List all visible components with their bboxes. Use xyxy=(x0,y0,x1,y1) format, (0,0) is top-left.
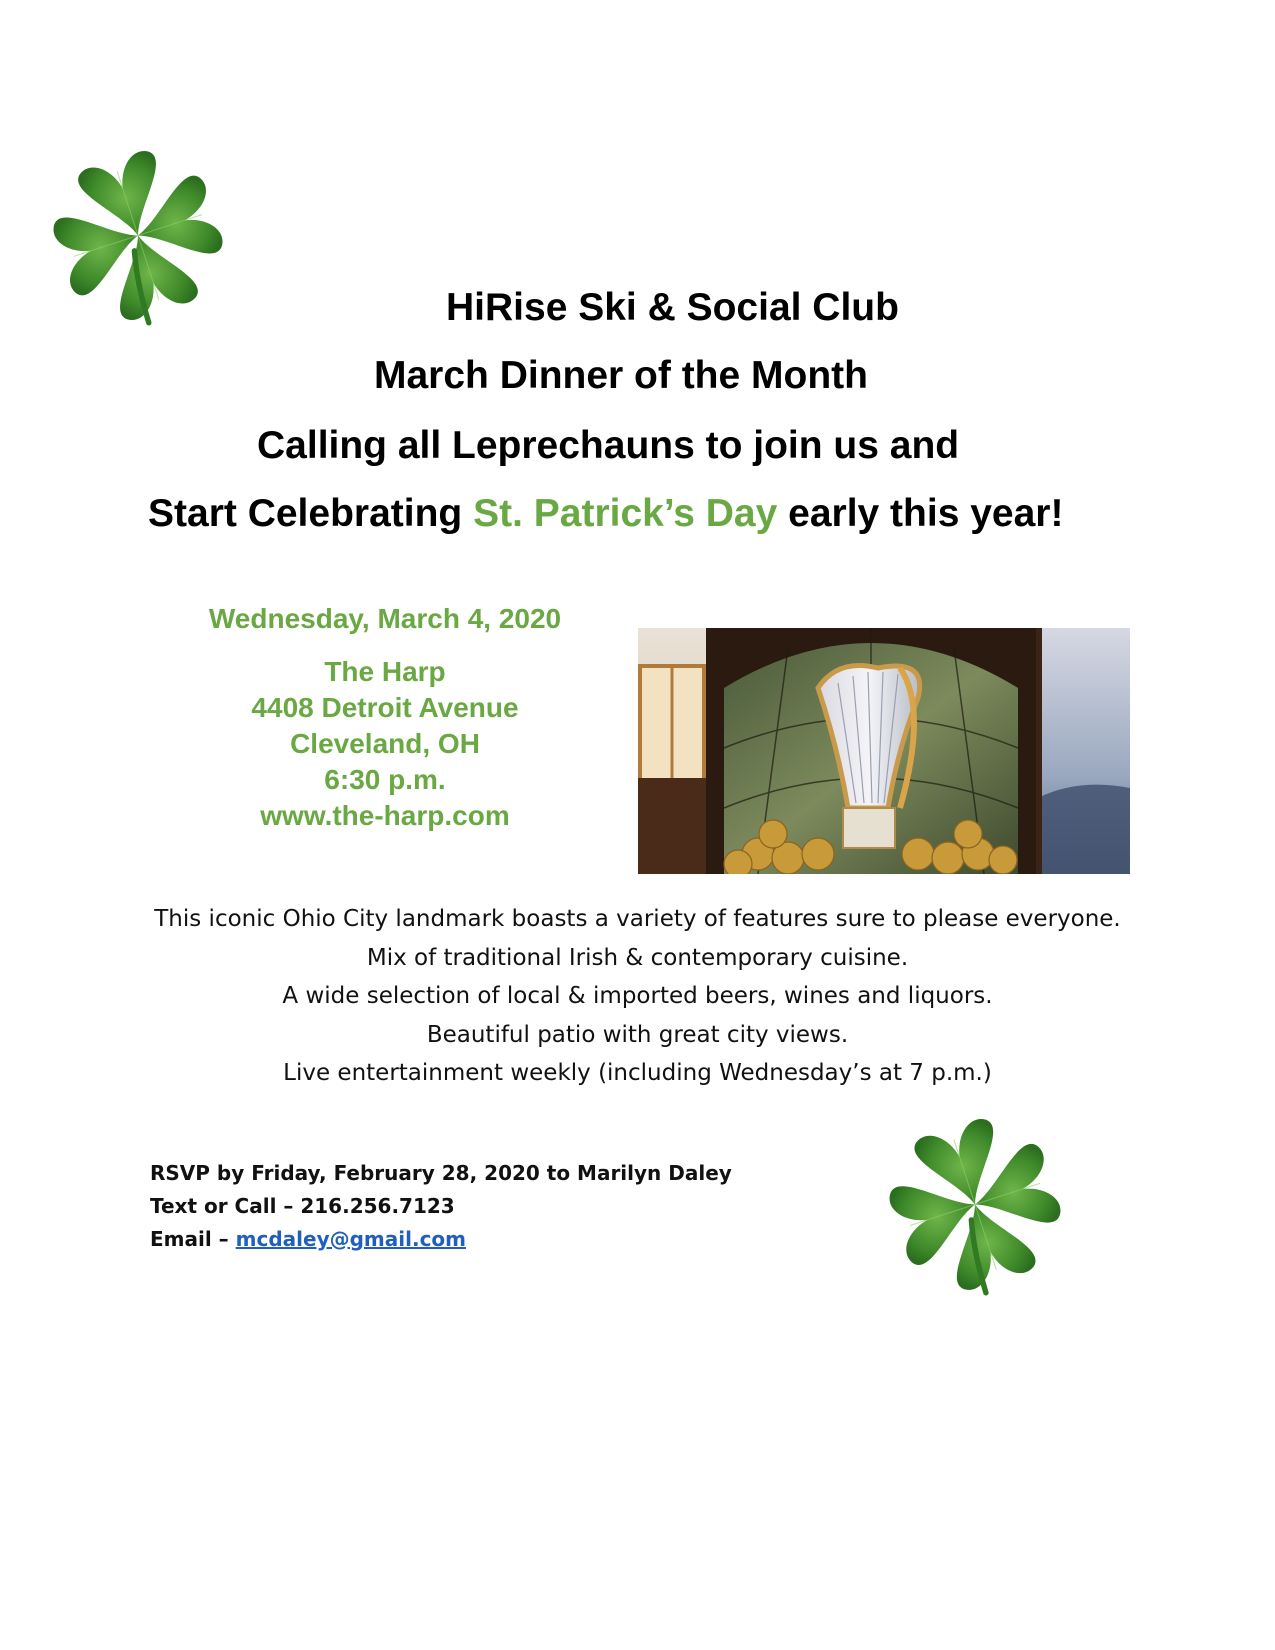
description-line: Beautiful patio with great city views. xyxy=(426,1021,849,1048)
description-line: A wide selection of local & imported beers, wines and liquors. xyxy=(282,983,993,1009)
rsvp-deadline: RSVP by Friday, February 28, 2020 to Marilyn Daley xyxy=(150,1161,732,1185)
four-leaf-clover-icon xyxy=(48,150,228,330)
four-leaf-clover-icon xyxy=(884,1118,1066,1300)
venue-description xyxy=(100,900,1175,1093)
event-time: 6:30 p.m. xyxy=(324,764,446,795)
event-title: March Dinner of the Month xyxy=(374,354,868,397)
rsvp-block xyxy=(150,1157,732,1256)
description-line: Mix of traditional Irish & contemporary cuisine. xyxy=(366,944,909,971)
venue-street: 4408 Detroit Avenue xyxy=(251,692,519,723)
description-line: Live entertainment weekly (including Wednesday’s at 7 p.m.) xyxy=(283,1060,992,1086)
event-date: Wednesday, March 4, 2020 xyxy=(208,603,562,634)
venue-website: www.the-harp.com xyxy=(260,800,510,831)
event-details xyxy=(160,602,610,834)
venue-name: The Harp xyxy=(324,656,446,687)
email-label: Email – xyxy=(150,1227,236,1251)
description-line: This iconic Ohio City landmark boasts a variety of features sure to please everyone. xyxy=(154,906,1121,932)
celebrate-suffix: early this year! xyxy=(777,492,1064,535)
rsvp-email-line xyxy=(150,1223,732,1256)
email-link[interactable]: mcdaley@gmail.com xyxy=(235,1227,467,1251)
celebrate-prefix: Start Celebrating xyxy=(148,492,474,535)
st-patricks-day-highlight: St. Patrick’s Day xyxy=(473,492,778,535)
celebrate-line xyxy=(148,492,1063,536)
venue-city: Cleveland, OH xyxy=(290,728,480,759)
rsvp-phone: Text or Call – 216.256.7123 xyxy=(150,1194,455,1218)
invite-line: Calling all Leprechauns to join us and xyxy=(257,424,960,467)
club-title: HiRise Ski & Social Club xyxy=(446,286,899,329)
stained-glass-harp-photo xyxy=(638,628,1130,874)
